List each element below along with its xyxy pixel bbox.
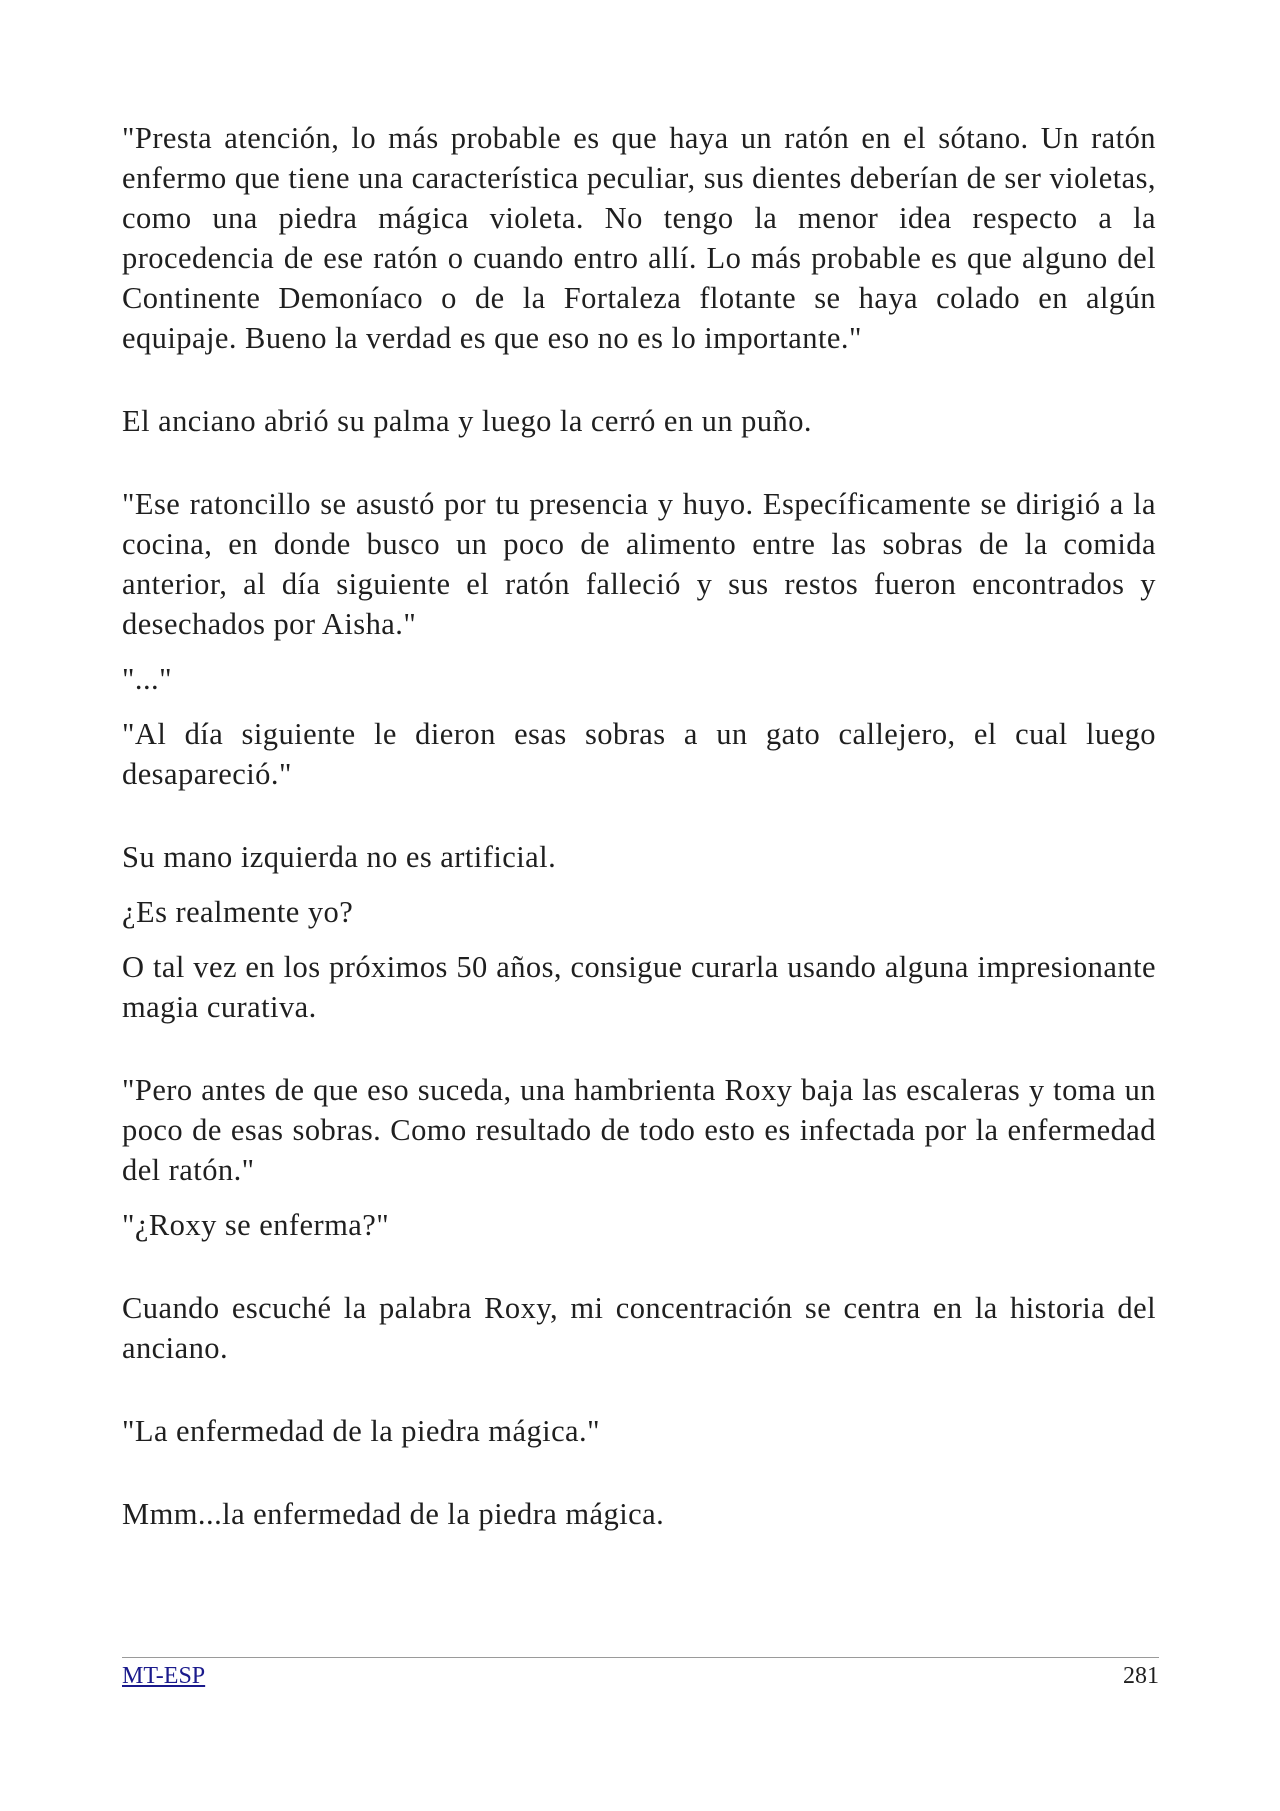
- page-body: [122, 118, 1156, 1534]
- paragraph: "La enfermedad de la piedra mágica.": [122, 1414, 601, 1448]
- paragraph: "¿Roxy se enferma?": [122, 1208, 390, 1242]
- page-footer: [122, 1657, 1159, 1691]
- paragraph: O tal vez en los próximos 50 años, consigue curarla usando alguna impresionante magia curativa.: [122, 950, 1156, 1024]
- paragraph: "Ese ratoncillo se asustó por tu presencia y huyo. Específicamente se dirigió a la cocina, en donde busco un poco de alimento entre las sobras de la comida anterior, al día siguiente el ratón falleció y sus restos fueron encontrados y desechados por Aisha.": [122, 487, 1156, 641]
- paragraph: "Al día siguiente le dieron esas sobras a un gato callejero, el cual luego desapareció.": [122, 717, 1156, 791]
- paragraph: "...": [122, 662, 173, 696]
- paragraph: "Presta atención, lo más probable es que haya un ratón en el sótano. Un ratón enfermo que tiene una característica peculiar, sus dientes deberían de ser violetas, como una piedra mágica violeta. No tengo la menor idea respecto a la procedencia de ese ratón o cuando entro allí. Lo más probable es que alguno del Continente Demoníaco o de la Fortaleza flotante se haya colado en algún equipaje. Bueno la verdad es que eso no es lo importante.": [122, 121, 1156, 355]
- paragraph: Mmm...la enfermedad de la piedra mágica.: [122, 1497, 665, 1531]
- paragraph: Cuando escuché la palabra Roxy, mi concentración se centra en la historia del anciano.: [122, 1291, 1156, 1365]
- paragraph: ¿Es realmente yo?: [122, 895, 354, 929]
- paragraph: "Pero antes de que eso suceda, una hambrienta Roxy baja las escaleras y toma un poco de esas sobras. Como resultado de todo esto es infectada por la enfermedad del ratón.": [122, 1073, 1156, 1187]
- paragraph: El anciano abrió su palma y luego la cerró en un puño.: [122, 404, 812, 438]
- footer-link[interactable]: MT-ESP: [122, 1663, 206, 1689]
- page-number: 281: [1123, 1663, 1159, 1689]
- paragraph: Su mano izquierda no es artificial.: [122, 840, 557, 874]
